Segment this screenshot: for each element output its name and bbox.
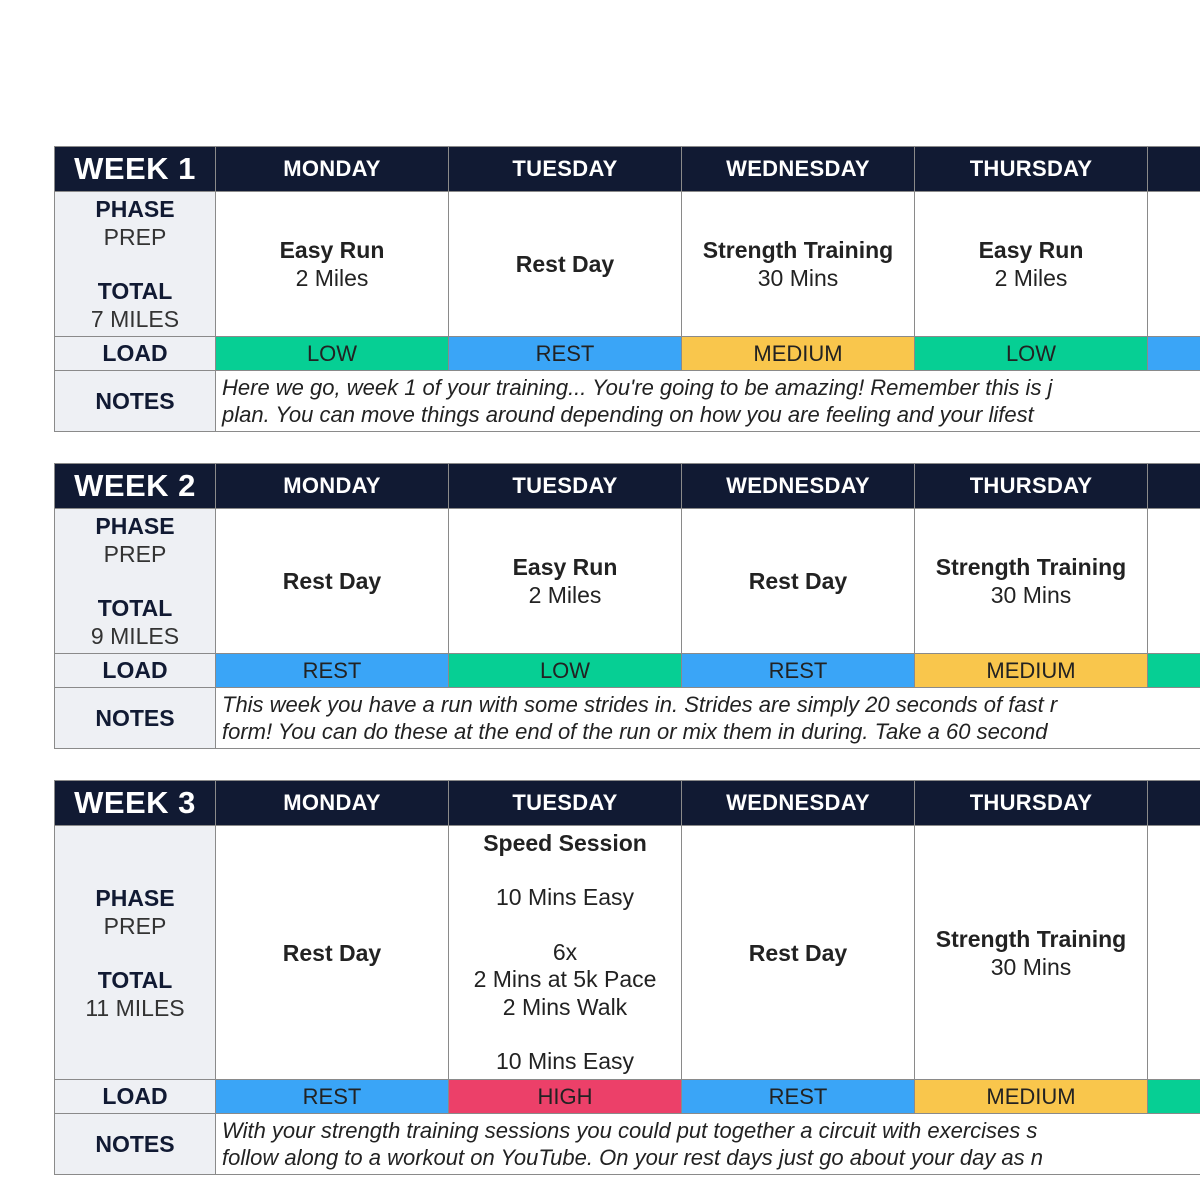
notes-text xyxy=(216,688,1200,749)
load-cut xyxy=(1148,1080,1200,1114)
session-detail: 30 Mins xyxy=(757,265,839,291)
session-title: Rest Day xyxy=(748,568,848,594)
session-monday xyxy=(216,509,449,654)
session-cut xyxy=(1148,192,1200,337)
session-title: Rest Day xyxy=(515,251,615,277)
session-detail: 10 Mins Easy xyxy=(495,884,635,910)
load-thursday: MEDIUM xyxy=(915,654,1148,688)
phase-value: PREP xyxy=(103,541,167,567)
phase-cell xyxy=(55,826,216,1080)
load-tuesday: REST xyxy=(449,337,682,371)
day-header-wednesday: WEDNESDAY xyxy=(682,781,915,826)
session-title: Strength Training xyxy=(702,237,894,263)
load-label: LOAD xyxy=(55,337,216,371)
notes-row xyxy=(55,371,1200,432)
session-wednesday xyxy=(682,509,915,654)
load-monday: REST xyxy=(216,654,449,688)
notes-line: form! You can do these at the end of the run or mix them in during. Take a 60 second xyxy=(222,719,1048,744)
session-cut xyxy=(1148,826,1200,1080)
phase-value: PREP xyxy=(103,912,167,939)
load-row xyxy=(55,1080,1200,1114)
phase-cell xyxy=(55,192,216,337)
day-header-monday: MONDAY xyxy=(216,781,449,826)
session-wednesday xyxy=(682,826,915,1080)
session-tuesday xyxy=(449,509,682,654)
load-thursday: MEDIUM xyxy=(915,1080,1148,1114)
session-tuesday xyxy=(449,192,682,337)
week-2-table xyxy=(54,463,1200,749)
session-detail: 2 Miles xyxy=(295,265,369,291)
session-monday xyxy=(216,192,449,337)
notes-line: plan. You can move things around depending on how you are feeling and your lifest xyxy=(222,402,1034,427)
day-header-wednesday: WEDNESDAY xyxy=(682,147,915,192)
day-header-tuesday: TUESDAY xyxy=(449,147,682,192)
load-tuesday: HIGH xyxy=(449,1080,682,1114)
load-row xyxy=(55,337,1200,371)
total-value: 9 MILES xyxy=(90,623,180,649)
phase-label: PHASE xyxy=(95,884,175,911)
notes-text xyxy=(216,371,1200,432)
session-monday xyxy=(216,826,449,1080)
day-header-wednesday: WEDNESDAY xyxy=(682,464,915,509)
header-row xyxy=(55,781,1200,826)
notes-line: follow along to a workout on YouTube. On your rest days just go about your day as n xyxy=(222,1145,1044,1170)
session-thursday xyxy=(915,826,1148,1080)
phase-value: PREP xyxy=(103,224,167,250)
day-header-tuesday: TUESDAY xyxy=(449,781,682,826)
load-label: LOAD xyxy=(55,1080,216,1114)
session-title: Easy Run xyxy=(978,237,1084,263)
day-header-thursday: THURSDAY xyxy=(915,464,1148,509)
session-detail: 2 Mins at 5k Pace xyxy=(473,966,657,992)
header-row xyxy=(55,147,1200,192)
week-1-table xyxy=(54,146,1200,432)
total-value: 7 MILES xyxy=(90,306,180,332)
load-wednesday: REST xyxy=(682,654,915,688)
notes-label: NOTES xyxy=(55,688,216,749)
session-row xyxy=(55,509,1200,654)
day-header-monday: MONDAY xyxy=(216,147,449,192)
session-row xyxy=(55,192,1200,337)
notes-row xyxy=(55,688,1200,749)
phase-label: PHASE xyxy=(95,513,175,539)
day-header-thursday: THURSDAY xyxy=(915,147,1148,192)
session-detail: 10 Mins Easy xyxy=(495,1048,635,1074)
day-header-monday: MONDAY xyxy=(216,464,449,509)
session-tuesday xyxy=(449,826,682,1080)
notes-text xyxy=(216,1114,1200,1175)
session-title: Easy Run xyxy=(512,554,618,580)
session-title: Strength Training xyxy=(935,925,1127,952)
session-detail: 2 Miles xyxy=(994,265,1068,291)
total-label: TOTAL xyxy=(97,278,173,304)
day-header-tuesday: TUESDAY xyxy=(449,464,682,509)
session-thursday xyxy=(915,509,1148,654)
notes-line: This week you have a run with some strides in. Strides are simply 20 seconds of fast r xyxy=(222,692,1058,717)
session-row xyxy=(55,826,1200,1080)
notes-label: NOTES xyxy=(55,1114,216,1175)
session-title: Strength Training xyxy=(935,554,1127,580)
load-wednesday: REST xyxy=(682,1080,915,1114)
total-label: TOTAL xyxy=(97,966,173,993)
day-header-cut xyxy=(1148,464,1200,509)
load-row xyxy=(55,654,1200,688)
load-monday: REST xyxy=(216,1080,449,1114)
session-detail: 2 Miles xyxy=(528,582,602,608)
load-cut xyxy=(1148,654,1200,688)
total-value: 11 MILES xyxy=(85,994,185,1021)
session-title: Easy Run xyxy=(279,237,385,263)
day-header-thursday: THURSDAY xyxy=(915,781,1148,826)
session-title: Rest Day xyxy=(282,568,382,594)
session-detail: 30 Mins xyxy=(990,953,1072,980)
week-title: WEEK 2 xyxy=(55,464,216,509)
load-monday: LOW xyxy=(216,337,449,371)
phase-label: PHASE xyxy=(95,196,175,222)
phase-cell xyxy=(55,509,216,654)
day-header-cut xyxy=(1148,781,1200,826)
week-title: WEEK 3 xyxy=(55,781,216,826)
session-detail: 30 Mins xyxy=(990,582,1072,608)
load-tuesday: LOW xyxy=(449,654,682,688)
session-detail: 6x xyxy=(552,938,578,965)
header-row xyxy=(55,464,1200,509)
session-wednesday xyxy=(682,192,915,337)
week-3-table xyxy=(54,780,1200,1175)
notes-line: With your strength training sessions you could put together a circuit with exercises s xyxy=(222,1118,1038,1143)
load-thursday: LOW xyxy=(915,337,1148,371)
notes-row xyxy=(55,1114,1200,1175)
session-title: Rest Day xyxy=(748,939,848,966)
notes-label: NOTES xyxy=(55,371,216,432)
session-title: Rest Day xyxy=(282,939,382,966)
load-cut xyxy=(1148,337,1200,371)
session-title: Speed Session xyxy=(483,829,647,856)
total-label: TOTAL xyxy=(97,595,173,621)
notes-line: Here we go, week 1 of your training... You're going to be amazing! Remember this is j xyxy=(222,375,1053,400)
session-detail: 2 Mins Walk xyxy=(502,993,628,1020)
day-header-cut xyxy=(1148,147,1200,192)
week-title: WEEK 1 xyxy=(55,147,216,192)
load-label: LOAD xyxy=(55,654,216,688)
session-cut xyxy=(1148,509,1200,654)
session-thursday xyxy=(915,192,1148,337)
load-wednesday: MEDIUM xyxy=(682,337,915,371)
